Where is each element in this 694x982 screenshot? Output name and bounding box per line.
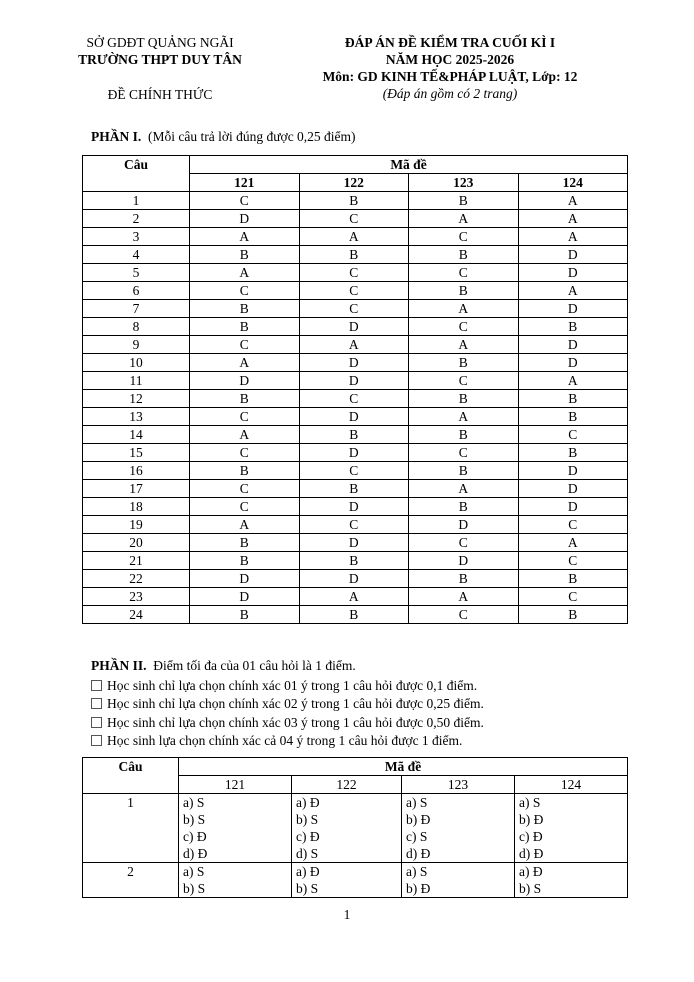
- question-number: 6: [83, 282, 190, 300]
- question-number: 18: [83, 498, 190, 516]
- table-row: [83, 552, 628, 570]
- answer-cell: C: [518, 552, 628, 570]
- answer-cell: A: [518, 192, 628, 210]
- answer-cell: B: [299, 426, 409, 444]
- answer-cell: C: [299, 264, 409, 282]
- answer-cell: A: [518, 210, 628, 228]
- answer-cell: D: [190, 570, 300, 588]
- answer-cell: D: [190, 588, 300, 606]
- answer-cell: B: [299, 480, 409, 498]
- answer-cell: D: [190, 372, 300, 390]
- answer-cell: A: [518, 282, 628, 300]
- answer-cell: B: [190, 300, 300, 318]
- scoring-rule: [91, 732, 484, 751]
- answer-cell: B: [190, 390, 300, 408]
- answer-cell: A: [409, 210, 519, 228]
- code-header: 121: [179, 776, 292, 794]
- answer-cell: C: [190, 408, 300, 426]
- part2-note: Điểm tối đa của 01 câu hỏi là 1 điểm.: [153, 658, 356, 673]
- answer-cell: D: [518, 336, 628, 354]
- statement-answer: a) S: [519, 795, 541, 810]
- question-number: 15: [83, 444, 190, 462]
- answer-cell: B: [518, 606, 628, 624]
- answer-cell: B: [190, 462, 300, 480]
- answer-cell: A: [190, 228, 300, 246]
- checkbox-icon: [91, 698, 102, 709]
- answer-cell: A: [299, 336, 409, 354]
- answer-cell: A: [190, 516, 300, 534]
- question-number: 2: [83, 863, 179, 898]
- answer-cell: C: [518, 516, 628, 534]
- checkbox-icon: [91, 735, 102, 746]
- statement-answer: a) S: [183, 795, 205, 810]
- question-number: 23: [83, 588, 190, 606]
- statement-answer: d) Đ: [519, 846, 544, 861]
- col-code-header: Mã đề: [179, 758, 628, 776]
- answer-cell: A: [409, 480, 519, 498]
- answer-cell: C: [190, 336, 300, 354]
- answer-cell: B: [518, 570, 628, 588]
- answer-cell: [291, 794, 401, 863]
- col-question-header: Câu: [83, 156, 190, 192]
- answer-cell: B: [299, 552, 409, 570]
- header-left: [60, 34, 260, 103]
- answer-cell: C: [409, 534, 519, 552]
- answer-cell: D: [299, 498, 409, 516]
- answer-cell: B: [409, 282, 519, 300]
- answer-cell: B: [409, 498, 519, 516]
- answer-cell: A: [409, 300, 519, 318]
- answer-cell: A: [518, 372, 628, 390]
- school-name: TRƯỜNG THPT DUY TÂN: [78, 52, 242, 67]
- question-number: 10: [83, 354, 190, 372]
- answer-cell: D: [518, 498, 628, 516]
- document-title: ĐÁP ÁN ĐỀ KIỂM TRA CUỐI KÌ I: [344, 35, 556, 50]
- checkbox-icon: [91, 680, 102, 691]
- answer-cell: A: [518, 228, 628, 246]
- answer-cell: B: [299, 606, 409, 624]
- question-number: 3: [83, 228, 190, 246]
- table-row: [83, 480, 628, 498]
- statement-answer: b) S: [295, 881, 319, 896]
- table-row: [83, 794, 628, 863]
- code-header: 123: [402, 776, 515, 794]
- answer-cell: C: [299, 282, 409, 300]
- code-header: 123: [409, 174, 519, 192]
- answer-cell: [179, 794, 292, 863]
- scoring-rule-text: Học sinh chỉ lựa chọn chính xác 02 ý trong 1 câu hỏi được 0,25 điểm.: [107, 696, 484, 711]
- statement-answer: b) S: [183, 812, 206, 827]
- table-row: [83, 588, 628, 606]
- answer-cell: C: [299, 516, 409, 534]
- answer-cell: B: [409, 570, 519, 588]
- statement-answer: a) Đ: [295, 864, 320, 879]
- part1-answer-table: [82, 155, 628, 624]
- answer-cell: A: [299, 228, 409, 246]
- answer-cell: D: [518, 264, 628, 282]
- answer-cell: B: [190, 552, 300, 570]
- answer-cell: C: [518, 426, 628, 444]
- code-header: 121: [190, 174, 300, 192]
- part2-answer-table: [82, 757, 628, 898]
- answer-cell: [515, 863, 628, 898]
- table-row: [83, 863, 628, 898]
- statement-answer: d) S: [295, 846, 319, 861]
- part2-label: PHẦN II.: [91, 658, 147, 673]
- statement-answer: c) Đ: [295, 829, 320, 844]
- answer-cell: A: [409, 408, 519, 426]
- answer-cell: C: [409, 606, 519, 624]
- question-number: 8: [83, 318, 190, 336]
- statement-answer: d) Đ: [183, 846, 208, 861]
- table-row: [83, 408, 628, 426]
- statement-answer: d) Đ: [406, 846, 431, 861]
- answer-cell: D: [299, 408, 409, 426]
- question-number: 19: [83, 516, 190, 534]
- statement-answer: c) S: [406, 829, 428, 844]
- answer-cell: D: [299, 354, 409, 372]
- answer-cell: B: [518, 318, 628, 336]
- answer-cell: C: [409, 264, 519, 282]
- answer-cell: C: [299, 300, 409, 318]
- answer-cell: A: [409, 336, 519, 354]
- answer-cell: C: [409, 372, 519, 390]
- answer-cell: D: [299, 318, 409, 336]
- pages-note: (Đáp án gồm có 2 trang): [382, 86, 518, 101]
- part1-title: [91, 129, 356, 145]
- statement-answer: b) Đ: [406, 881, 431, 896]
- answer-cell: B: [190, 246, 300, 264]
- table-row: [83, 192, 628, 210]
- table-row: [83, 462, 628, 480]
- code-header: 124: [518, 174, 628, 192]
- table-row: [83, 228, 628, 246]
- answer-cell: B: [299, 192, 409, 210]
- question-number: 14: [83, 426, 190, 444]
- question-number: 2: [83, 210, 190, 228]
- answer-cell: D: [518, 462, 628, 480]
- statement-answer: b) S: [295, 812, 319, 827]
- answer-cell: [402, 863, 515, 898]
- table-row: [83, 570, 628, 588]
- answer-cell: [402, 794, 515, 863]
- table-row: [83, 606, 628, 624]
- statement-answer: c) Đ: [183, 829, 207, 844]
- answer-cell: C: [409, 444, 519, 462]
- answer-cell: C: [409, 318, 519, 336]
- answer-cell: C: [299, 210, 409, 228]
- statement-answer: a) S: [183, 864, 205, 879]
- answer-cell: [515, 794, 628, 863]
- code-header: 122: [291, 776, 401, 794]
- statement-answer: b) S: [519, 881, 542, 896]
- statement-answer: a) S: [406, 864, 428, 879]
- table-row: [83, 444, 628, 462]
- question-number: 1: [83, 192, 190, 210]
- answer-cell: C: [299, 390, 409, 408]
- answer-cell: D: [518, 300, 628, 318]
- question-number: 13: [83, 408, 190, 426]
- answer-cell: D: [299, 444, 409, 462]
- answer-cell: A: [409, 588, 519, 606]
- answer-cell: B: [409, 426, 519, 444]
- scoring-rule-text: Học sinh lựa chọn chính xác cả 04 ý trong 1 câu hỏi được 1 điểm.: [107, 733, 463, 748]
- school-year: NĂM HỌC 2025-2026: [385, 52, 515, 67]
- table-row: [83, 210, 628, 228]
- statement-answer: a) Đ: [295, 795, 320, 810]
- table-row: [83, 426, 628, 444]
- answer-cell: D: [409, 552, 519, 570]
- table-row: [83, 498, 628, 516]
- answer-cell: B: [518, 408, 628, 426]
- question-number: 1: [83, 794, 179, 863]
- answer-cell: C: [190, 444, 300, 462]
- answer-cell: B: [409, 192, 519, 210]
- department-name: SỞ GDĐT QUẢNG NGÃI: [86, 35, 234, 50]
- question-number: 9: [83, 336, 190, 354]
- answer-cell: B: [518, 444, 628, 462]
- answer-cell: C: [190, 192, 300, 210]
- question-number: 20: [83, 534, 190, 552]
- question-number: 12: [83, 390, 190, 408]
- table-row: [83, 264, 628, 282]
- answer-cell: C: [190, 282, 300, 300]
- scoring-rule: [91, 714, 484, 733]
- question-number: 17: [83, 480, 190, 498]
- code-header: 124: [515, 776, 628, 794]
- answer-cell: C: [409, 228, 519, 246]
- scoring-rule: [91, 695, 484, 714]
- table-row: [83, 390, 628, 408]
- answer-cell: B: [190, 606, 300, 624]
- question-number: 24: [83, 606, 190, 624]
- answer-cell: B: [518, 390, 628, 408]
- table-row: [83, 516, 628, 534]
- question-number: 4: [83, 246, 190, 264]
- question-number: 22: [83, 570, 190, 588]
- question-number: 21: [83, 552, 190, 570]
- answer-cell: B: [190, 318, 300, 336]
- table-row: [83, 246, 628, 264]
- question-number: 5: [83, 264, 190, 282]
- answer-cell: C: [299, 462, 409, 480]
- table-row: [83, 300, 628, 318]
- part1-label: PHẦN I.: [91, 129, 142, 144]
- answer-cell: [179, 863, 292, 898]
- question-number: 11: [83, 372, 190, 390]
- part2-title: [91, 657, 484, 676]
- table-row: [83, 336, 628, 354]
- answer-cell: B: [409, 390, 519, 408]
- part2-section: [91, 657, 484, 751]
- answer-cell: D: [409, 516, 519, 534]
- answer-cell: A: [190, 354, 300, 372]
- question-number: 16: [83, 462, 190, 480]
- table-row: [83, 318, 628, 336]
- answer-cell: A: [518, 534, 628, 552]
- statement-answer: a) S: [406, 795, 428, 810]
- question-number: 7: [83, 300, 190, 318]
- answer-cell: D: [299, 372, 409, 390]
- answer-cell: A: [190, 264, 300, 282]
- answer-cell: C: [518, 588, 628, 606]
- answer-cell: B: [409, 246, 519, 264]
- answer-cell: D: [299, 570, 409, 588]
- part1-note: (Mỗi câu trả lời đúng được 0,25 điểm): [148, 129, 356, 144]
- answer-cell: B: [409, 462, 519, 480]
- answer-cell: D: [518, 354, 628, 372]
- statement-answer: b) S: [183, 881, 206, 896]
- answer-cell: B: [409, 354, 519, 372]
- scoring-rule-text: Học sinh chỉ lựa chọn chính xác 01 ý trong 1 câu hỏi được 0,1 điểm.: [107, 677, 478, 693]
- statement-answer: a) Đ: [519, 864, 543, 879]
- table-row: [83, 372, 628, 390]
- answer-cell: B: [190, 534, 300, 552]
- table-row: [83, 534, 628, 552]
- table-row: [83, 354, 628, 372]
- col-code-header: Mã đề: [190, 156, 628, 174]
- answer-cell: B: [299, 246, 409, 264]
- answer-cell: D: [518, 246, 628, 264]
- answer-cell: D: [299, 534, 409, 552]
- scoring-rule: [91, 677, 484, 696]
- answer-cell: D: [190, 210, 300, 228]
- table-row: [83, 282, 628, 300]
- answer-cell: A: [299, 588, 409, 606]
- answer-cell: [291, 863, 401, 898]
- official-label: ĐỀ CHÍNH THỨC: [107, 87, 213, 102]
- statement-answer: b) Đ: [406, 812, 431, 827]
- checkbox-icon: [91, 717, 102, 728]
- answer-cell: C: [190, 498, 300, 516]
- statement-answer: b) Đ: [519, 812, 544, 827]
- statement-answer: c) Đ: [519, 829, 543, 844]
- code-header: 122: [299, 174, 409, 192]
- subject-line: Môn: GD KINH TẾ&PHÁP LUẬT, Lớp: 12: [322, 69, 578, 84]
- col-question-header: Câu: [83, 758, 179, 794]
- answer-cell: D: [518, 480, 628, 498]
- answer-cell: C: [190, 480, 300, 498]
- answer-cell: A: [190, 426, 300, 444]
- header-right: [290, 34, 610, 102]
- page-number: 1: [343, 907, 351, 922]
- scoring-rule-text: Học sinh chỉ lựa chọn chính xác 03 ý trong 1 câu hỏi được 0,50 điểm.: [107, 714, 484, 730]
